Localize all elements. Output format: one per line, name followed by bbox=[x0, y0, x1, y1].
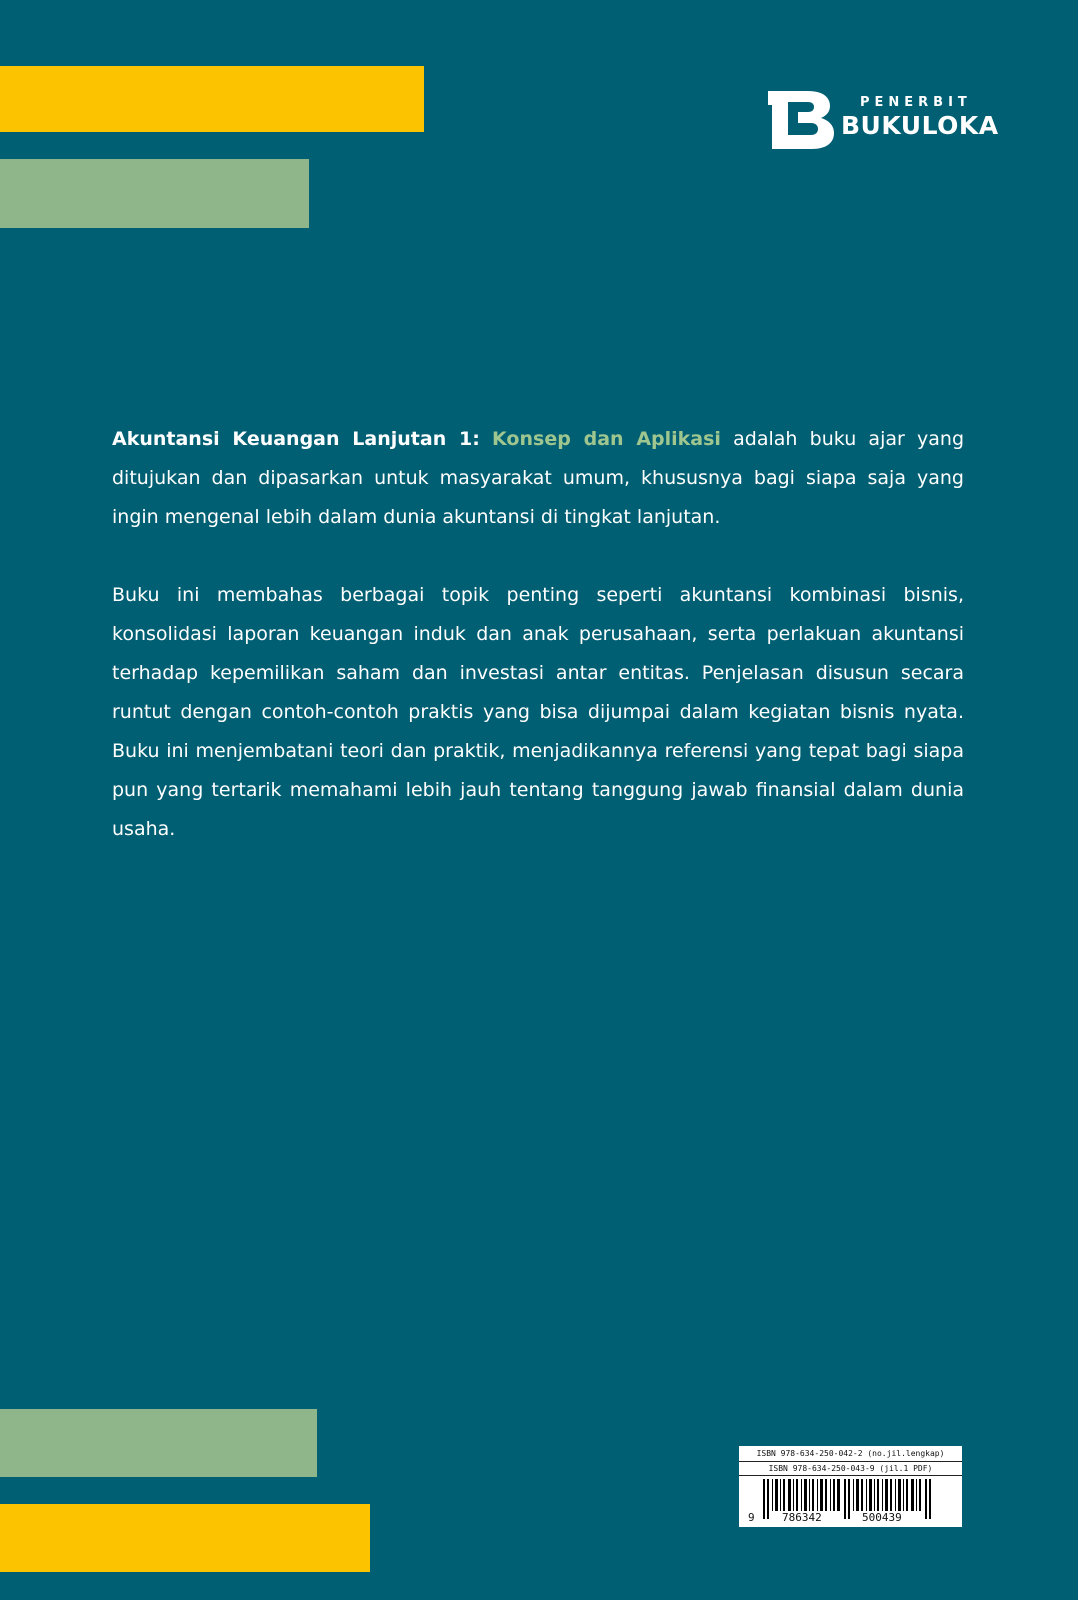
blurb-paragraph-1 bbox=[112, 420, 964, 537]
blurb-paragraph-1-text: adalah buku ajar yang ditujukan dan dipasarkan untuk masyarakat umum, khususnya bagi siapa saja yang ingin mengenal lebih dalam dunia akuntansi di tingkat lanjutan. bbox=[112, 428, 965, 528]
decorative-bar-yellow-top bbox=[0, 66, 424, 132]
decorative-bar-green-bottom bbox=[0, 1409, 317, 1477]
barcode-digit-group-1: 786342 bbox=[782, 1511, 822, 1524]
isbn-line-2: ISBN 978-634-250-043-9 (jil.1 PDF) bbox=[768, 1464, 933, 1473]
decorative-bar-green-top bbox=[0, 159, 309, 228]
book-title-main: Akuntansi Keuangan Lanjutan 1: bbox=[112, 428, 480, 450]
isbn-barcode-box bbox=[739, 1446, 962, 1527]
publisher-sub-label: PENERBIT bbox=[860, 95, 972, 110]
barcode-digit-first: 9 bbox=[748, 1511, 755, 1524]
barcode-digit-group-2: 500439 bbox=[862, 1511, 902, 1524]
publisher-b-mark-icon bbox=[768, 91, 834, 149]
isbn-divider bbox=[739, 1461, 962, 1462]
publisher-logo bbox=[768, 91, 999, 149]
isbn-line-1: ISBN 978-634-250-042-2 (no.jil.lengkap) bbox=[756, 1449, 945, 1458]
publisher-name: BUKULOKA bbox=[841, 111, 999, 140]
decorative-bar-yellow-bottom bbox=[0, 1504, 370, 1572]
blurb-paragraph-2: Buku ini membahas berbagai topik penting seperti akuntansi kombinasi bisnis, konsolidasi laporan keuangan induk dan anak perusahaan, serta perlakuan akuntansi terhadap kepemilikan saham dan investasi antar entitas. Penjelasan disusun secara runtut dengan contoh-contoh praktis yang bisa dijumpai dalam kegiatan bisnis nyata. Buku ini menjembatani teori dan praktik, menjadikannya referensi yang tepat bagi siapa pun yang tertarik memahami lebih jauh tentang tanggung jawab finansial dalam dunia usaha. bbox=[112, 584, 964, 840]
book-title-subtitle: Konsep dan Aplikasi bbox=[492, 428, 721, 450]
isbn-divider bbox=[739, 1475, 962, 1476]
